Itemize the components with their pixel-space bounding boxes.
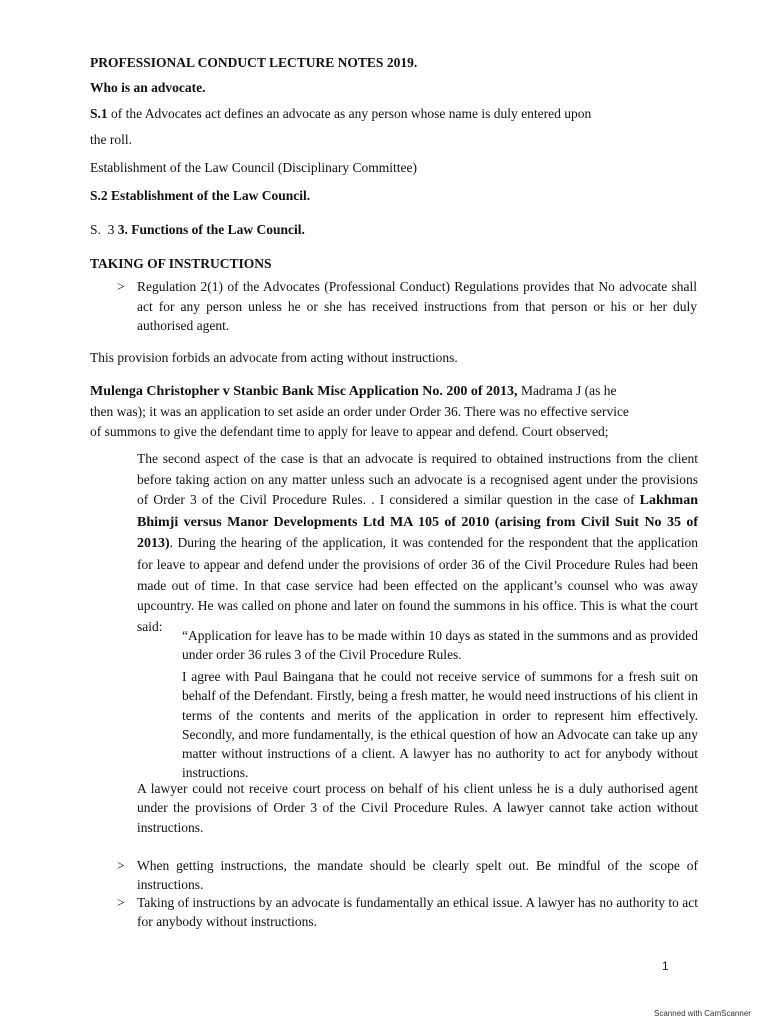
bullet-marker: > [117, 279, 125, 294]
bullet-marker: > [117, 895, 125, 910]
s3-title: 3. Functions of the Law Council. [117, 222, 305, 237]
regulation-bullet [117, 277, 697, 336]
bullet-item-1 [117, 857, 698, 895]
case-judge: Madrama J (as he [517, 383, 617, 398]
quote-p1-start: The second aspect of the case is that an advocate is required to obtained instructions from the client before taking action on any matter unless such an advocate is a recognised agent under the provisions of Order 3 of the Civil Procedure Rules. . I considered a similar question in the case of [137, 451, 698, 508]
s1-paragraph [90, 104, 591, 124]
s2-heading: S.2 Establishment of the Law Council. [90, 188, 311, 203]
establishment-line: Establishment of the Law Council (Disciplinary Committee) [90, 160, 417, 175]
regulation-text: Regulation 2(1) of the Advocates (Professional Conduct) Regulations provides that No advocate shall act for any person unless he or she has received instructions from that person or his or her duly authorised agent. [137, 279, 697, 334]
s1-continuation: the roll. [90, 132, 132, 147]
case-line-2: then was); it was an application to set aside an order under Order 36. There was no effective service [90, 404, 629, 420]
s3-prefix: S. 3 [90, 222, 118, 237]
s1-text: of the Advocates act defines an advocate as any person whose name is duly entered upon [107, 106, 592, 121]
page-number: 1 [662, 959, 669, 973]
heading-who-is-advocate: Who is an advocate. [90, 80, 206, 95]
bullet-text-1: When getting instructions, the mandate should be clearly spelt out. Be mindful of the scope of instructions. [137, 858, 698, 892]
bullet-item-2 [117, 894, 698, 932]
case-name: Mulenga Christopher v Stanbic Bank Misc Application No. 200 of 2013, [90, 384, 518, 399]
quote-paragraph-3: A lawyer could not receive court process on behalf of his client unless he is a duly authorised agent under the provisions of Order 3 of the Civil Procedure Rules. A lawyer cannot take action without instructions. [137, 781, 698, 835]
quote-paragraph-1 [137, 449, 698, 637]
s1-label: S.1 [90, 106, 108, 121]
scanner-watermark: Scanned with CamScanner [654, 1009, 751, 1018]
provision-paragraph: This provision forbids an advocate from acting without instructions. [90, 350, 458, 365]
quote-p1-end: . During the hearing of the application, it was contended for the respondent that the application for leave to appear and defend under the provisions of order 36 of the Civil Procedure Rules had been made out of time. In that case service had been effected on the applicant’s counsel who was away upcountry. He was called on phone and later on found the summons in his office. This is what the court said: [137, 535, 698, 634]
heading-taking-instructions: TAKING OF INSTRUCTIONS [90, 256, 272, 271]
quote-case-name: Lakhman Bhimji versus Manor Developments Ltd MA 105 of 2010 (arising from Civil Suit No 35 of 2013) [137, 493, 698, 552]
s3-heading [90, 220, 305, 240]
case-line-3: of summons to give the defendant time to apply for leave to appear and defend. Court observed; [90, 423, 609, 439]
inner-quote-1: “Application for leave has to be made within 10 days as stated in the summons and as provided under order 36 rules 3 of the Civil Procedure Rules. [182, 628, 698, 663]
case-paragraph [90, 381, 710, 441]
case-line-1 [90, 381, 710, 402]
bullet-text-2: Taking of instructions by an advocate is fundamentally an ethical issue. A lawyer has no authority to act for anybody without instructions. [137, 895, 698, 929]
document-title: PROFESSIONAL CONDUCT LECTURE NOTES 2019. [90, 55, 418, 70]
inner-quote-2: I agree with Paul Baingana that he could not receive service of summons for a fresh suit on behalf of the Defendant. Firstly, being a fresh matter, he would need instructions of his client in terms of the contents and merits of the application in order to represent him effectively. Secondly, and more fundamentally, is the ethical question of how an Advocate can take up any matter without instructions of a client. A lawyer has no authority to act for anybody without instructions. [182, 669, 698, 781]
bullet-marker: > [117, 858, 125, 873]
